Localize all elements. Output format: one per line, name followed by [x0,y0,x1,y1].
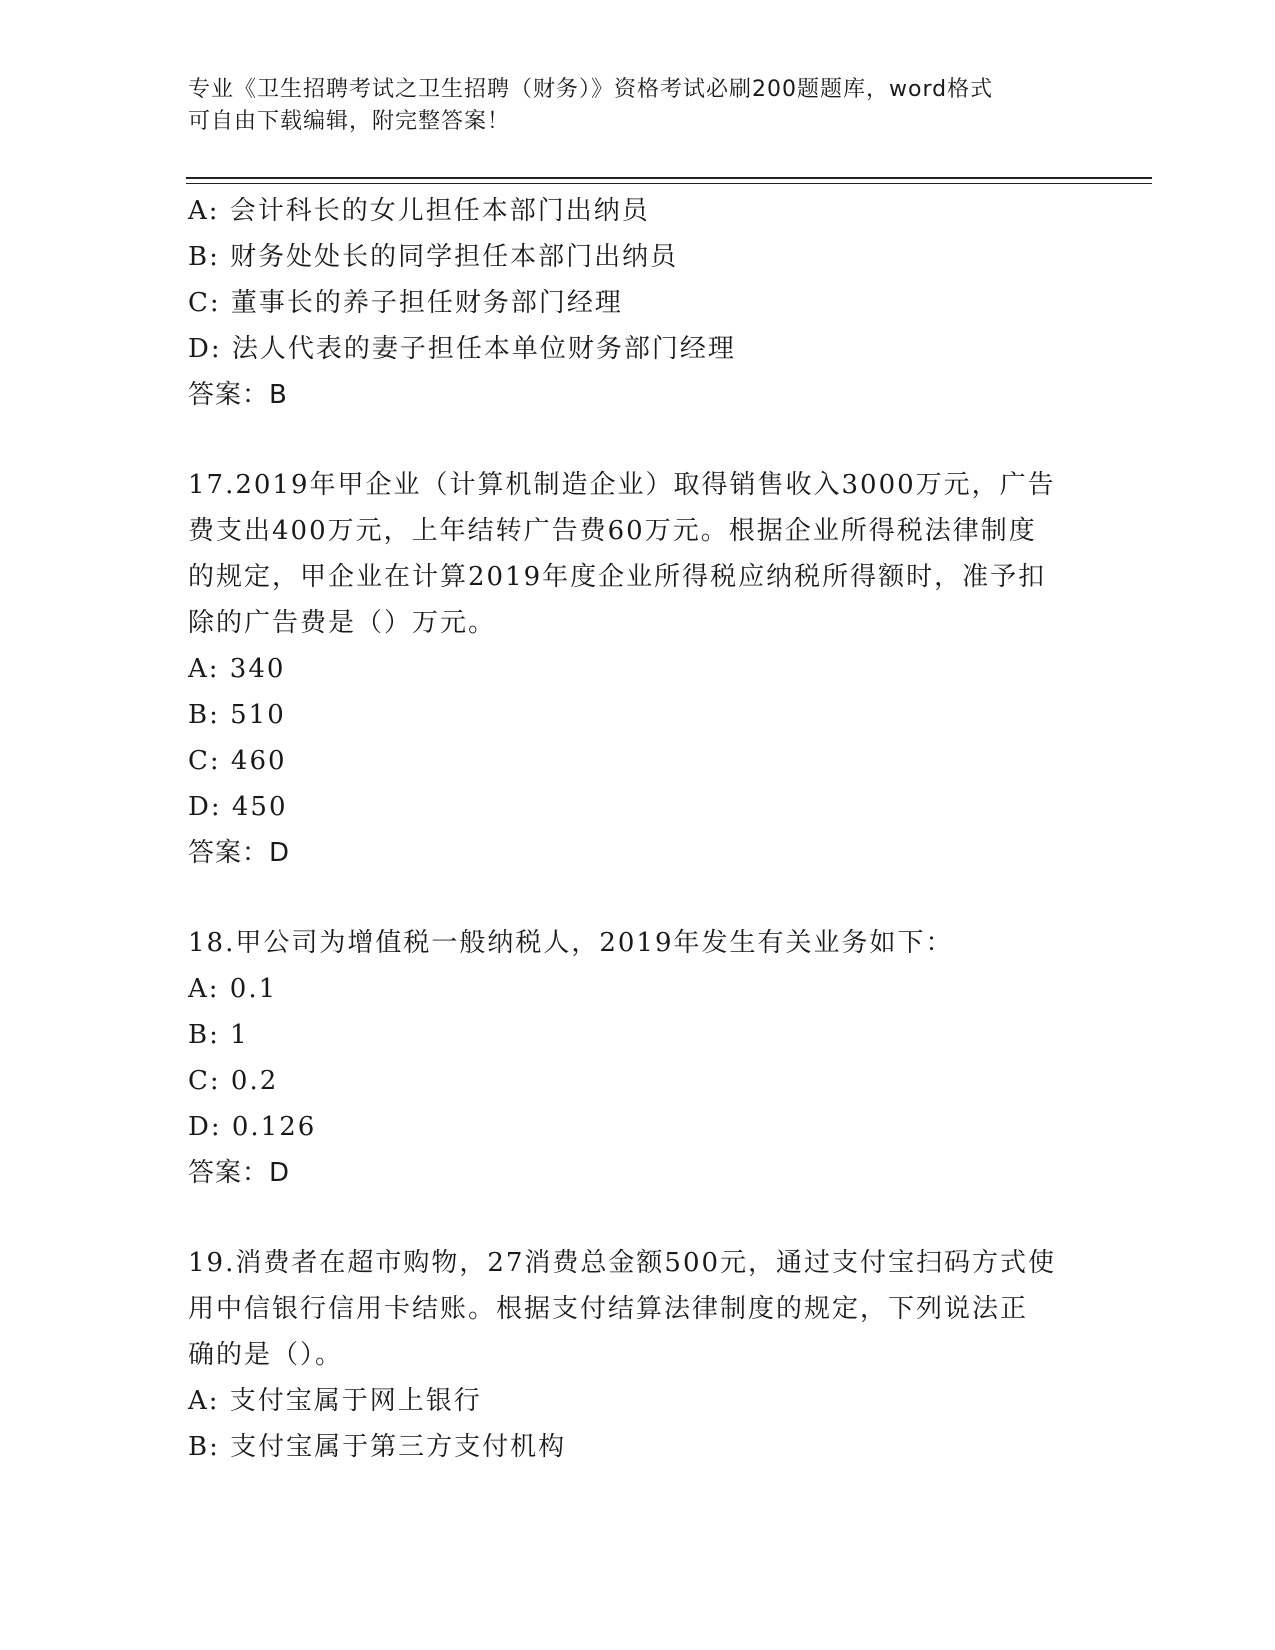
document-header [188,74,1088,138]
question-text-line: 18.甲公司为增值税一般纳税人，2019年发生有关业务如下： [188,928,954,958]
option-a: A: 340 [188,654,286,684]
option-b: B: 支付宝属于第三方支付机构 [188,1432,567,1462]
question-17 [188,462,1088,876]
option-a: A: 0.1 [188,974,278,1004]
question-text-line: 17.2019年甲企业（计算机制造企业）取得销售收入3000万元，广告 [188,470,1056,500]
option-c: C: 董事长的养子担任财务部门经理 [188,288,623,318]
question-text-line: 除的广告费是（）万元。 [188,608,497,638]
option-c: C: 0.2 [188,1066,279,1096]
question-text-line: 确的是（）。 [188,1340,344,1370]
question-18 [188,920,1088,1196]
answer-line: 答案：D [188,1158,291,1188]
question-text-line: 的规定，甲企业在计算2019年度企业所得税应纳税所得额时，准予扣 [188,562,1047,592]
question-16 [188,188,1088,418]
answer-line: 答案：B [188,380,288,410]
option-b: B: 财务处处长的同学担任本部门出纳员 [188,242,679,272]
header-divider-thick [186,177,1152,179]
header-line-1: 专业《卫生招聘考试之卫生招聘（财务）》资格考试必刷200题题库，word格式 [188,77,994,102]
question-text-line: 费支出400万元，上年结转广告费60万元。根据企业所得税法律制度 [188,516,1037,546]
answer-line: 答案：D [188,838,291,868]
option-b: B: 1 [188,1020,249,1050]
spacer [188,1196,1088,1240]
spacer [188,876,1088,920]
question-text-line: 19.消费者在超市购物，27消费总金额500元，通过支付宝扫码方式使 [188,1248,1057,1278]
spacer [188,418,1088,462]
question-content [188,188,1088,1470]
header-line-2: 可自由下载编辑，附完整答案！ [188,109,511,134]
option-a: A: 会计科长的女儿担任本部门出纳员 [188,196,650,226]
option-d: D: 法人代表的妻子担任本单位财务部门经理 [188,334,736,364]
header-divider-thin [186,183,1152,184]
option-d: D: 0.126 [188,1112,317,1142]
option-a: A: 支付宝属于网上银行 [188,1386,482,1416]
option-c: C: 460 [188,746,287,776]
question-19 [188,1240,1088,1470]
question-text-line: 用中信银行信用卡结账。根据支付结算法律制度的规定，下列说法正 [188,1294,1029,1324]
option-b: B: 510 [188,700,286,730]
option-d: D: 450 [188,792,288,822]
